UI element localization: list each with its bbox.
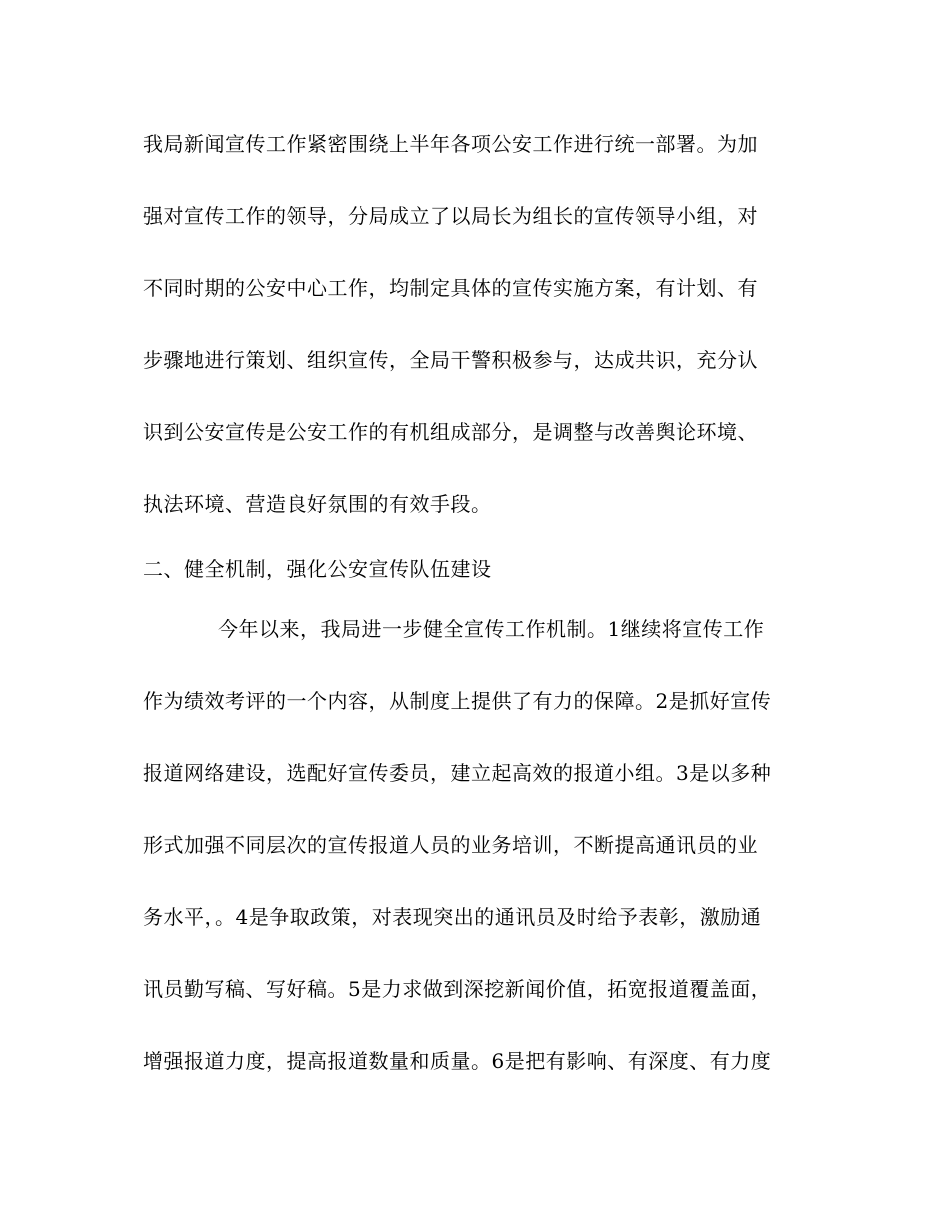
paragraph-line: 执法环境、营造良好氛围的有效手段。 <box>143 492 492 516</box>
paragraph-line: 形式加强不同层次的宣传报道人员的业务培训，不断提高通讯员的业 <box>143 833 758 857</box>
paragraph-line: 我局新闻宣传工作紧密围绕上半年各项公安工作进行统一部署。为加 <box>143 132 758 156</box>
paragraph-line: 不同时期的公安中心工作，均制定具体的宣传实施方案，有计划、有 <box>143 276 758 300</box>
paragraph-line: 识到公安宣传是公安工作的有机组成部分，是调整与改善舆论环境、 <box>143 420 758 444</box>
paragraph-line: 增强报道力度，提高报道数量和质量。6是把有影响、有深度、有力度 <box>143 1049 772 1073</box>
paragraph-line: 强对宣传工作的领导，分局成立了以局长为组长的宣传领导小组，对 <box>143 204 758 228</box>
paragraph-line: 作为绩效考评的一个内容，从制度上提供了有力的保障。2是抓好宣传 <box>143 689 772 713</box>
paragraph-line: 报道网络建设，选配好宣传委员，建立起高效的报道小组。3是以多种 <box>143 761 772 785</box>
paragraph-line: 步骤地进行策划、组织宣传，全局干警积极参与，达成共识，充分认 <box>143 348 758 372</box>
paragraph-line: 讯员勤写稿、写好稿。5是力求做到深挖新闻价值，拓宽报道覆盖面， <box>143 977 772 1001</box>
paragraph-line: 务水平，。4是争取政策，对表现突出的通讯员及时给予表彰，激励通 <box>143 905 762 929</box>
section-heading: 二、健全机制，强化公安宣传队伍建设 <box>143 557 492 581</box>
paragraph-line: 今年以来，我局进一步健全宣传工作机制。1继续将宣传工作 <box>218 617 765 641</box>
